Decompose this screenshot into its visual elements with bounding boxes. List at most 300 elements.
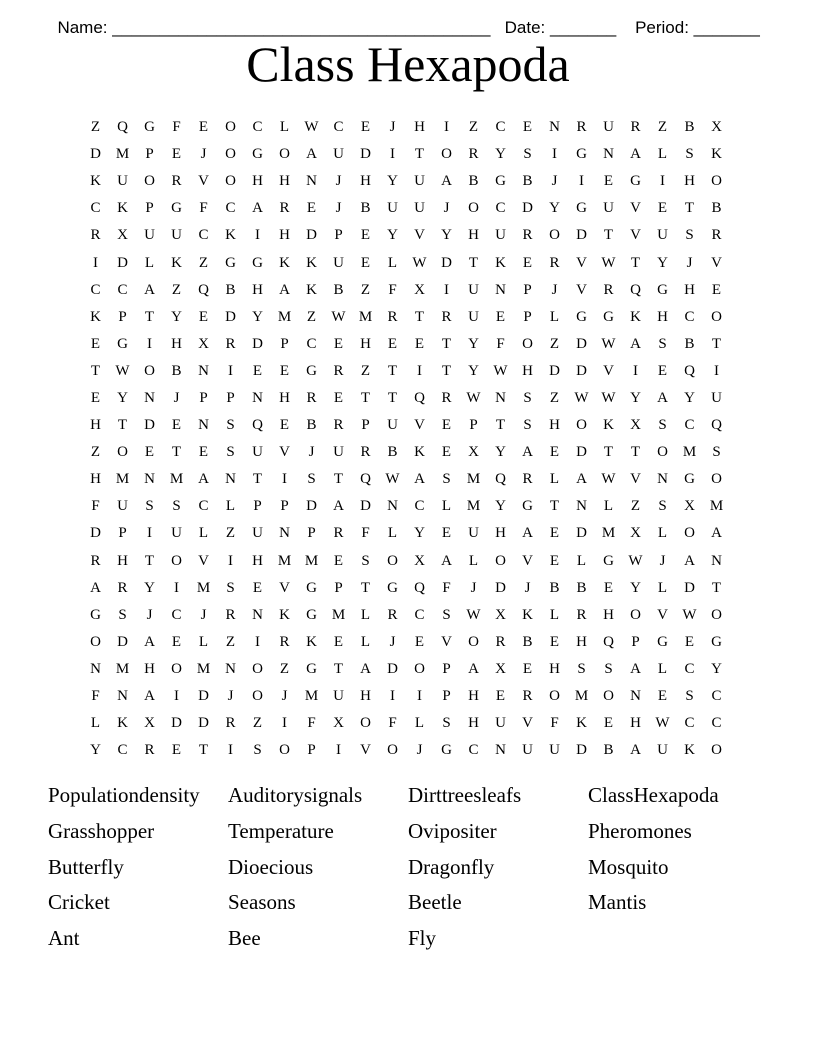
grid-letter: Z (657, 119, 668, 136)
grid-letter: E (252, 579, 263, 596)
grid-row (82, 222, 730, 249)
grid-letter: E (252, 362, 263, 379)
grid-letter: L (441, 498, 452, 515)
grid-letter: J (659, 552, 666, 569)
grid-letter: N (117, 688, 128, 705)
grid-letter: F (172, 119, 181, 136)
grid-letter: V (630, 200, 641, 217)
word-bank-item: Seasons (228, 890, 296, 915)
grid-letter: U (171, 227, 182, 244)
grid-letter: K (306, 633, 317, 650)
grid-letter: J (551, 281, 558, 298)
grid-row (82, 412, 730, 439)
grid-letter: R (171, 173, 182, 190)
grid-letter: W (493, 362, 508, 379)
grid-letter: K (117, 715, 128, 732)
grid-letter: D (171, 715, 182, 732)
grid-letter: P (334, 579, 343, 596)
grid-letter: R (333, 417, 344, 434)
grid-letter: E (603, 173, 614, 190)
grid-letter: G (225, 254, 236, 271)
grid-letter: P (442, 660, 451, 677)
grid-letter: O (468, 200, 479, 217)
grid-letter: Q (360, 471, 371, 488)
grid-letter: H (522, 362, 533, 379)
grid-letter: V (279, 579, 290, 596)
grid-letter: U (414, 173, 425, 190)
grid-letter: Y (387, 227, 398, 244)
grid-letter: K (117, 200, 128, 217)
grid-letter: R (279, 633, 290, 650)
grid-letter: F (496, 335, 505, 352)
grid-letter: V (279, 444, 290, 461)
grid-letter: E (198, 119, 209, 136)
grid-letter: Y (387, 173, 398, 190)
grid-letter: E (441, 525, 452, 542)
grid-letter: U (333, 688, 344, 705)
grid-letter: A (657, 389, 668, 406)
grid-row (82, 331, 730, 358)
grid-letter: F (307, 715, 316, 732)
grid-letter: G (171, 200, 182, 217)
grid-row (82, 304, 730, 331)
grid-letter: L (657, 579, 668, 596)
grid-letter: F (361, 525, 370, 542)
grid-letter: R (387, 606, 398, 623)
grid-letter: N (711, 552, 722, 569)
grid-letter: E (171, 742, 182, 759)
grid-letter: H (468, 715, 479, 732)
grid-letter: A (333, 498, 344, 515)
grid-letter: V (522, 552, 533, 569)
grid-letter: V (576, 281, 587, 298)
grid-letter: L (468, 552, 479, 569)
grid-letter: H (657, 308, 668, 325)
grid-letter: E (657, 200, 668, 217)
grid-letter: O (225, 146, 236, 163)
grid-row (82, 168, 730, 195)
grid-row (82, 277, 730, 304)
grid-letter: Y (441, 227, 452, 244)
grid-letter: U (549, 742, 560, 759)
grid-letter: T (360, 579, 371, 596)
grid-letter: B (522, 633, 533, 650)
grid-letter: T (495, 417, 506, 434)
grid-letter: E (171, 146, 182, 163)
grid-letter: F (388, 715, 397, 732)
grid-letter: G (306, 660, 317, 677)
grid-letter: D (90, 146, 101, 163)
grid-letter: M (115, 660, 130, 677)
grid-letter: O (414, 660, 425, 677)
grid-letter: A (279, 281, 290, 298)
grid-letter: X (630, 417, 641, 434)
grid-letter: T (117, 417, 128, 434)
grid-letter: W (601, 335, 616, 352)
grid-letter: P (307, 742, 316, 759)
grid-letter: J (389, 633, 396, 650)
grid-letter: A (414, 471, 425, 488)
word-bank-item: Populationdensity (48, 783, 200, 807)
grid-letter: D (576, 362, 587, 379)
grid-letter: K (279, 254, 290, 271)
grid-letter: T (333, 471, 344, 488)
grid-letter: E (414, 335, 425, 352)
grid-row (82, 683, 730, 710)
word-bank-item: Ovipositer (408, 818, 497, 843)
grid-letter: D (441, 254, 452, 271)
grid-letter: M (277, 308, 292, 325)
word-bank-item: Mantis (588, 890, 647, 915)
grid-letter: Q (630, 281, 641, 298)
grid-letter: Q (414, 579, 425, 596)
grid-letter: T (333, 660, 344, 677)
grid-letter: H (279, 389, 290, 406)
grid-letter: V (630, 227, 641, 244)
grid-letter: Z (306, 308, 317, 325)
grid-letter: T (603, 444, 614, 461)
grid-letter: H (684, 281, 695, 298)
grid-letter: D (306, 227, 317, 244)
word-bank-item: Ant (48, 926, 80, 951)
grid-letter: S (658, 417, 667, 434)
grid-letter: E (90, 335, 101, 352)
grid-letter: I (660, 173, 665, 190)
grid-letter: L (657, 660, 668, 677)
page-title: Class Hexapoda (246, 36, 570, 92)
grid-letter: U (603, 200, 614, 217)
grid-letter: E (549, 552, 560, 569)
grid-letter: I (417, 362, 422, 379)
grid-letter: D (576, 227, 587, 244)
grid-letter: R (441, 308, 452, 325)
grid-letter: S (361, 552, 370, 569)
grid-letter: X (495, 660, 506, 677)
word-bank-item: Grasshopper (48, 818, 155, 843)
grid-letter: U (657, 227, 668, 244)
grid-letter: Y (252, 308, 263, 325)
grid-letter: C (414, 498, 425, 515)
grid-letter: V (198, 173, 209, 190)
grid-row (82, 737, 730, 764)
grid-letter: P (307, 525, 316, 542)
grid-letter: E (171, 417, 182, 434)
grid-letter: G (387, 579, 398, 596)
grid-letter: G (684, 471, 695, 488)
grid-letter: H (495, 525, 506, 542)
grid-letter: A (252, 200, 263, 217)
grid-letter: J (308, 444, 315, 461)
grid-letter: D (225, 308, 236, 325)
grid-letter: O (252, 660, 263, 677)
grid-letter: T (144, 552, 155, 569)
grid-letter: Y (495, 146, 506, 163)
grid-letter: M (169, 471, 184, 488)
grid-letter: S (172, 498, 181, 515)
grid-letter: C (468, 742, 479, 759)
grid-letter: O (279, 742, 290, 759)
period-field-label: Period: _______ (635, 18, 760, 37)
grid-letter: I (255, 633, 260, 650)
grid-letter: Z (549, 335, 560, 352)
grid-letter: O (144, 173, 155, 190)
grid-letter: J (389, 119, 396, 136)
grid-letter: Q (684, 362, 695, 379)
grid-letter: U (171, 525, 182, 542)
grid-letter: R (279, 200, 290, 217)
grid-letter: M (115, 146, 130, 163)
grid-letter: J (146, 606, 153, 623)
grid-letter: R (549, 254, 560, 271)
grid-letter: N (603, 146, 614, 163)
grid-letter: P (523, 281, 532, 298)
grid-letter: I (444, 119, 449, 136)
grid-letter: D (684, 579, 695, 596)
grid-letter: J (200, 606, 207, 623)
grid-letter: R (306, 389, 317, 406)
grid-letter: N (387, 498, 398, 515)
grid-letter: F (199, 200, 208, 217)
grid-letter: Y (630, 579, 641, 596)
grid-letter: W (466, 389, 481, 406)
grid-letter: N (90, 660, 101, 677)
grid-letter: T (711, 335, 722, 352)
grid-letter: K (225, 227, 236, 244)
grid-letter: T (360, 389, 371, 406)
grid-letter: N (630, 688, 641, 705)
grid-letter: S (226, 417, 235, 434)
grid-letter: O (279, 146, 290, 163)
grid-letter: W (601, 254, 616, 271)
grid-letter: B (711, 200, 722, 217)
grid-letter: X (468, 444, 479, 461)
grid-letter: M (277, 552, 292, 569)
word-bank (48, 780, 788, 959)
grid-letter: V (414, 227, 425, 244)
grid-letter: R (90, 227, 101, 244)
grid-letter: E (360, 227, 371, 244)
grid-letter: C (198, 227, 209, 244)
grid-letter: R (603, 281, 614, 298)
grid-letter: K (711, 146, 722, 163)
grid-letter: F (442, 579, 451, 596)
grid-letter: V (711, 254, 722, 271)
grid-letter: T (630, 444, 641, 461)
grid-letter: M (466, 498, 481, 515)
grid-letter: U (333, 254, 344, 271)
grid-letter: D (117, 633, 128, 650)
grid-letter: V (414, 417, 425, 434)
grid-letter: Y (171, 308, 182, 325)
grid-letter: K (171, 254, 182, 271)
grid-letter: G (252, 146, 263, 163)
grid-letter: R (225, 606, 236, 623)
grid-letter: E (522, 119, 533, 136)
grid-letter: U (333, 146, 344, 163)
grid-letter: J (173, 389, 180, 406)
grid-letter: U (117, 498, 128, 515)
grid-letter: C (684, 417, 695, 434)
grid-letter: R (630, 119, 641, 136)
date-field-label: Date: _______ (504, 18, 617, 37)
grid-letter: E (495, 308, 506, 325)
grid-letter: M (331, 606, 346, 623)
grid-letter: C (117, 281, 128, 298)
grid-letter: W (574, 389, 589, 406)
grid-row (82, 466, 730, 493)
grid-letter: U (144, 227, 155, 244)
grid-letter: N (252, 389, 263, 406)
grid-letter: C (252, 119, 263, 136)
grid-letter: O (711, 606, 722, 623)
grid-letter: E (333, 552, 344, 569)
grid-letter: D (198, 715, 209, 732)
grid-letter: R (576, 606, 587, 623)
grid-letter: I (579, 173, 584, 190)
grid-letter: O (225, 119, 236, 136)
grid-letter: V (522, 715, 533, 732)
grid-letter: W (466, 606, 481, 623)
grid-letter: G (306, 606, 317, 623)
grid-letter: T (630, 254, 641, 271)
grid-letter: Z (171, 281, 182, 298)
grid-letter: D (306, 498, 317, 515)
grid-letter: I (174, 688, 179, 705)
grid-letter: F (91, 498, 100, 515)
grid-letter: J (335, 200, 342, 217)
grid-letter: I (390, 688, 395, 705)
grid-letter: L (198, 525, 209, 542)
grid-letter: T (90, 362, 101, 379)
grid-letter: M (304, 688, 319, 705)
grid-letter: R (711, 227, 722, 244)
grid-letter: U (414, 200, 425, 217)
grid-letter: L (360, 606, 371, 623)
grid-letter: C (684, 308, 695, 325)
grid-letter: G (522, 498, 533, 515)
grid-letter: K (576, 715, 587, 732)
grid-letter: O (522, 335, 533, 352)
grid-letter: C (225, 200, 236, 217)
grid-letter: H (252, 552, 263, 569)
grid-letter: K (414, 444, 425, 461)
grid-letter: K (630, 308, 641, 325)
grid-letter: H (549, 660, 560, 677)
grid-letter: N (144, 389, 155, 406)
grid-letter: N (576, 498, 587, 515)
grid-letter: L (198, 633, 209, 650)
grid-letter: P (145, 146, 154, 163)
grid-letter: Z (360, 281, 371, 298)
grid-letter: Z (468, 119, 479, 136)
grid-row (82, 602, 730, 629)
grid-letter: B (576, 579, 587, 596)
grid-letter: J (686, 254, 693, 271)
grid-letter: U (603, 119, 614, 136)
grid-letter: L (549, 308, 560, 325)
grid-letter: Y (495, 498, 506, 515)
grid-letter: E (441, 444, 452, 461)
grid-letter: U (711, 389, 722, 406)
grid-letter: G (657, 633, 668, 650)
grid-letter: Y (630, 389, 641, 406)
grid-letter: W (331, 308, 346, 325)
grid-letter: E (306, 200, 317, 217)
grid-row (82, 439, 730, 466)
grid-letter: B (549, 579, 560, 596)
grid-letter: T (387, 389, 398, 406)
grid-letter: E (549, 633, 560, 650)
grid-letter: S (226, 444, 235, 461)
grid-letter: B (522, 173, 533, 190)
grid-letter: I (228, 742, 233, 759)
grid-letter: K (603, 417, 614, 434)
grid-letter: J (551, 173, 558, 190)
grid-row (82, 629, 730, 656)
grid-letter: S (226, 579, 235, 596)
grid-letter: S (523, 389, 532, 406)
grid-letter: V (657, 606, 668, 623)
grid-letter: B (333, 281, 344, 298)
grid-row (82, 575, 730, 602)
grid-letter: U (468, 308, 479, 325)
grid-letter: C (495, 119, 506, 136)
grid-letter: O (711, 308, 722, 325)
grid-letter: Q (711, 417, 722, 434)
grid-letter: C (711, 688, 722, 705)
grid-letter: Y (711, 660, 722, 677)
grid-letter: X (495, 606, 506, 623)
grid-letter: Y (468, 362, 479, 379)
grid-letter: G (576, 146, 587, 163)
grid-letter: X (684, 498, 695, 515)
grid-letter: U (522, 742, 533, 759)
grid-letter: E (549, 444, 560, 461)
grid-letter: H (90, 417, 101, 434)
grid-letter: S (685, 688, 694, 705)
grid-letter: J (335, 173, 342, 190)
grid-letter: B (387, 444, 398, 461)
grid-letter: O (684, 525, 695, 542)
grid-letter: I (444, 281, 449, 298)
grid-letter: S (604, 660, 613, 677)
grid-letter: D (144, 417, 155, 434)
grid-letter: O (441, 146, 452, 163)
grid-letter: L (144, 254, 155, 271)
grid-letter: Y (414, 525, 425, 542)
grid-letter: A (441, 552, 452, 569)
grid-letter: U (468, 281, 479, 298)
grid-letter: E (387, 335, 398, 352)
grid-letter: A (576, 471, 587, 488)
grid-letter: H (252, 281, 263, 298)
grid-letter: O (657, 444, 668, 461)
grid-letter: R (225, 335, 236, 352)
grid-letter: W (412, 254, 427, 271)
grid-letter: I (93, 254, 98, 271)
grid-letter: N (279, 525, 290, 542)
grid-letter: U (468, 525, 479, 542)
grid-letter: U (495, 715, 506, 732)
grid-letter: D (576, 525, 587, 542)
grid-letter: P (631, 633, 640, 650)
grid-letter: A (630, 146, 641, 163)
grid-letter: L (387, 254, 398, 271)
grid-letter: I (336, 742, 341, 759)
grid-row (82, 548, 730, 575)
grid-letter: O (387, 742, 398, 759)
grid-letter: R (576, 119, 587, 136)
